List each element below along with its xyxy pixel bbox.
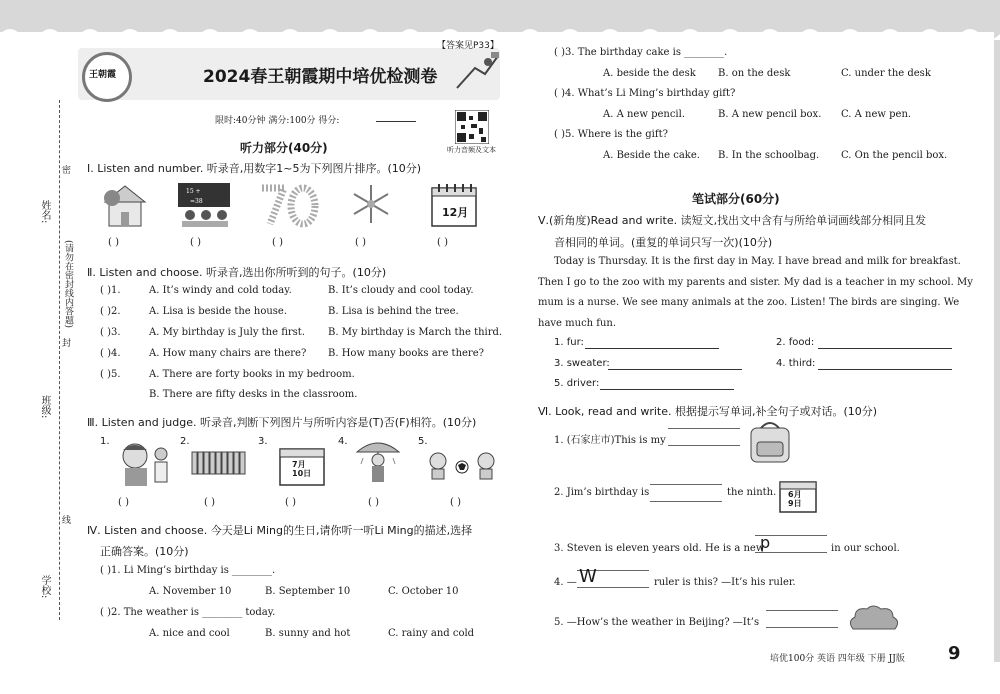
page-number: 9: [948, 643, 961, 664]
page-title: 2024春王朝霞期中培优检测卷: [203, 67, 438, 87]
q4-item-3-opt-c: C. under the desk: [841, 68, 931, 79]
q3-blank-4[interactable]: ( ): [368, 497, 379, 508]
q2-item-5-a: A. There are forty books in my bedroom.: [149, 369, 355, 380]
q3-num-5: 5.: [418, 436, 428, 447]
q3-num-2: 2.: [180, 436, 190, 447]
q5-answer-5[interactable]: [600, 389, 734, 390]
calendar-july-text: 7月 10日: [292, 460, 312, 478]
q4-item-4-opt-b: B. A new pencil box.: [718, 109, 822, 120]
q4-item-1-opt-b: B. September 10: [265, 586, 351, 597]
spine-mark-1: 密: [62, 163, 71, 176]
dogs-ball-picture: [426, 447, 498, 481]
q5-heading: Ⅴ.(新角度)Read and write. 读短文,找出文中含有与所给单词画线部分相同且发: [538, 214, 927, 227]
q4-item-1-opt-a: A. November 10: [149, 586, 232, 597]
q6-item-2-text: 2. Jim’s birthday is: [554, 487, 650, 498]
q2-heading: Ⅱ. Listen and choose. 听录音,选出你所听到的句子。(10分): [87, 266, 387, 279]
q5-answer-1[interactable]: [585, 348, 719, 349]
q6-hint-3: p: [760, 533, 771, 552]
calendar-june-text: 6月 9日: [788, 490, 802, 508]
q3-num-3: 3.: [258, 436, 268, 447]
q6-item-3-text: 3. Steven is eleven years old. He is a new: [554, 543, 765, 554]
q2-item-1-b: B. It’s cloudy and cool today.: [328, 285, 474, 296]
q6-heading: Ⅵ. Look, read and write. 根据提示写单词,补全句子或对话。(10分): [538, 405, 878, 418]
q6-item-1-text: 1. (石家庄市)This is my: [554, 435, 666, 446]
q2-item-5-b: B. There are fifty desks in the classroom.: [149, 389, 358, 400]
listening-section-title: 听力部分(40分): [240, 141, 328, 155]
seal-line: [59, 100, 60, 620]
house-tree-picture: [100, 180, 150, 230]
q2-item-2-b: B. Lisa is behind the tree.: [328, 306, 459, 317]
binding-margin: [0, 32, 68, 662]
q4-item-2-opt-b: B. sunny and hot: [265, 628, 351, 639]
q5-word-5: 5. driver:: [554, 378, 600, 389]
q6-answer-2[interactable]: [650, 484, 722, 502]
girl-rain-picture: [353, 438, 403, 490]
spine-note: (请勿在密封线内答题): [63, 240, 73, 329]
q4-item-2-opt-c: C. rainy and cold: [388, 628, 475, 639]
hot-man-picture: [113, 440, 171, 488]
q4-item-3-stem[interactable]: ( )3. The birthday cake is ________.: [554, 47, 728, 58]
q4-item-4-stem[interactable]: ( )4. What’s Li Ming’s birthday gift?: [554, 88, 736, 99]
q3-heading: Ⅲ. Listen and judge. 听录音,判断下列图片与所听内容是(T)否(F)相符。(10分): [87, 416, 477, 429]
q4-item-4-opt-a: A. A new pencil.: [603, 109, 686, 120]
q2-item-3-a: A. My birthday is July the first.: [149, 327, 305, 338]
q6-hint-4: W: [579, 566, 597, 587]
bottom-bar: [0, 662, 1000, 694]
classroom-picture: [176, 181, 234, 229]
q1-blank-2[interactable]: ( ): [190, 237, 201, 248]
meta-line: 限时:40分钟 满分:100分 得分:: [215, 116, 340, 126]
qr-code-icon[interactable]: [455, 110, 489, 144]
q4-item-1-stem[interactable]: ( )1. Li Ming’s birthday is ________.: [100, 565, 276, 576]
q4-heading-cont: 正确答案。(10分): [100, 545, 189, 558]
q3-num-1: 1.: [100, 436, 110, 447]
q4-item-5-opt-c: C. On the pencil box.: [841, 150, 948, 161]
q5-word-3: 3. sweater:: [554, 358, 610, 369]
svg-text:15 +: 15 +: [186, 188, 201, 195]
spine-mark-2: 封: [62, 336, 71, 349]
q4-item-3-opt-b: B. on the desk: [718, 68, 791, 79]
q1-heading: Ⅰ. Listen and number. 听录音,用数字1~5为下列图片排序。(10分): [87, 162, 422, 175]
calendar-december-text: 12月: [442, 206, 469, 219]
q6-item-4-post: ruler is this? —It’s his ruler.: [654, 577, 796, 588]
q5-word-4: 4. third:: [776, 358, 816, 369]
answer-ref: 【答案见P33】: [437, 41, 499, 51]
q4-item-5-opt-a: A. Beside the cake.: [603, 150, 700, 161]
q3-num-4: 4.: [338, 436, 348, 447]
q5-word-1: 1. fur:: [554, 337, 584, 348]
q3-blank-1[interactable]: ( ): [118, 497, 129, 508]
cloud-picture: [845, 603, 901, 635]
q1-blank-1[interactable]: ( ): [108, 237, 119, 248]
q6-item-3-post: in our school.: [831, 543, 900, 554]
q2-item-2-num[interactable]: ( )2.: [100, 306, 121, 317]
spine-school: 学校:: [39, 575, 50, 599]
q6-item-2-post: the ninth.: [727, 487, 777, 498]
qr-caption: 听力音频及文本: [447, 146, 496, 154]
q4-item-5-opt-b: B. In the schoolbag.: [718, 150, 820, 161]
q4-item-4-opt-c: C. A new pen.: [841, 109, 912, 120]
spine-name: 姓名:: [39, 200, 50, 224]
q2-item-4-num[interactable]: ( )4.: [100, 348, 121, 359]
q3-blank-2[interactable]: ( ): [204, 497, 215, 508]
spine-class: 班级:: [39, 395, 50, 419]
writing-section-title: 笔试部分(60分): [692, 192, 780, 206]
q5-answer-4[interactable]: [818, 369, 952, 370]
q1-blank-4[interactable]: ( ): [355, 237, 366, 248]
q5-passage-line-3: mum is a nurse. We see many animals at the zoo. Listen! The birds are singing. We: [538, 297, 960, 308]
q2-item-3-b: B. My birthday is March the third.: [328, 327, 503, 338]
footer-text: 培优100分 英语 四年级 下册 JJ版: [770, 654, 905, 664]
logo-text: 王朝霞: [89, 70, 117, 80]
svg-text:=38: =38: [190, 198, 203, 205]
q4-item-1-opt-c: C. October 10: [388, 586, 459, 597]
q5-answer-3[interactable]: [608, 369, 742, 370]
q5-passage-line-1: Today is Thursday. It is the first day in May. I have bread and milk for breakfast.: [554, 256, 961, 267]
q2-item-1-num[interactable]: ( )1.: [100, 285, 121, 296]
q6-answer-1[interactable]: [668, 428, 740, 446]
q2-item-4-b: B. How many books are there?: [328, 348, 484, 359]
q5-heading-cont: 音相同的单词。(重复的单词只写一次)(10分): [554, 236, 773, 249]
q6-item-4-text: 4. —: [554, 577, 577, 588]
q4-heading: Ⅳ. Listen and choose. 今天是Li Ming的生日,请你听一听Li Ming的描述,选择: [87, 524, 473, 537]
q1-blank-3[interactable]: ( ): [272, 237, 283, 248]
q4-item-5-stem[interactable]: ( )5. Where is the gift?: [554, 129, 668, 140]
q5-answer-2[interactable]: [818, 348, 952, 349]
q5-passage-line-4: have much fun.: [538, 318, 617, 329]
q6-item-5-text: 5. —How’s the weather in Beijing? —It’s: [554, 617, 760, 628]
q2-item-5-num[interactable]: ( )5.: [100, 369, 121, 380]
q2-item-3-num[interactable]: ( )3.: [100, 327, 121, 338]
q4-item-2-stem[interactable]: ( )2. The weather is ________ today.: [100, 607, 276, 618]
q2-item-1-a: A. It’s windy and cold today.: [149, 285, 292, 296]
score-blank[interactable]: [376, 121, 416, 122]
books-picture: [190, 448, 250, 478]
q3-blank-3[interactable]: ( ): [285, 497, 296, 508]
q5-word-2: 2. food:: [776, 337, 815, 348]
q2-item-2-a: A. Lisa is beside the house.: [149, 306, 288, 317]
schoolbag-picture: [745, 418, 795, 464]
climber-illustration: [455, 50, 500, 90]
snowflake-picture: [350, 182, 392, 226]
q4-item-3-opt-a: A. beside the desk: [603, 68, 696, 79]
q1-blank-5[interactable]: ( ): [437, 237, 448, 248]
spine-mark-3: 线: [62, 513, 71, 526]
q4-item-2-opt-a: A. nice and cool: [149, 628, 230, 639]
number-seventy-picture: [258, 182, 320, 228]
q5-passage-line-2: Then I go to the zoo with my parents and sister. My dad is a teacher in my school. My: [538, 277, 973, 288]
q3-blank-5[interactable]: ( ): [450, 497, 461, 508]
q2-item-4-a: A. How many chairs are there?: [149, 348, 307, 359]
q6-answer-5[interactable]: [766, 610, 838, 628]
